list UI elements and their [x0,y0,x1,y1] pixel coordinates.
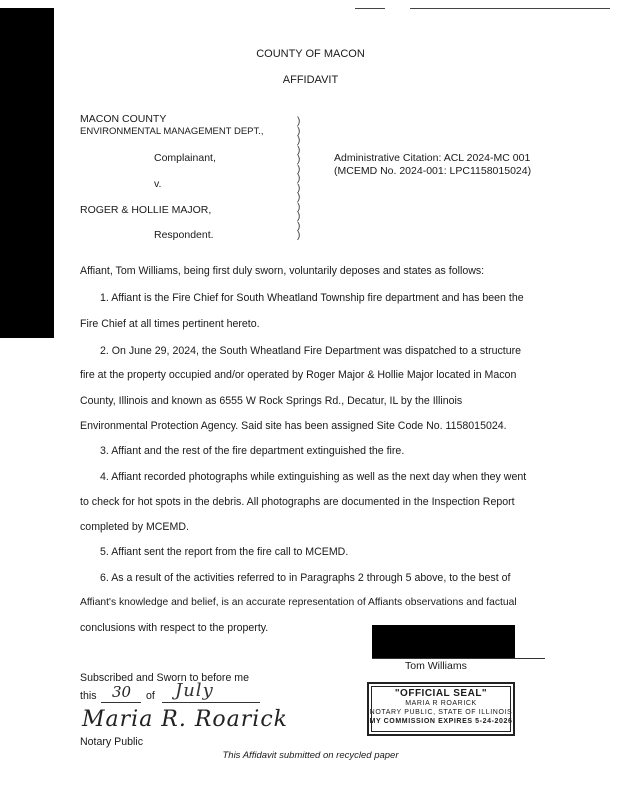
paragraph-2-line: 2. On June 29, 2024, the South Wheatland Fire Department was dispatched to a structure [100,345,522,357]
jurat-month: July [175,680,214,701]
defendant-name: ROGER & HOLLIE MAJOR, [80,204,212,216]
paragraph-4-line: to check for hot spots in the debris. All photographs are documented in the Inspection Report [80,496,515,508]
jurat-day: 30 [112,683,132,701]
citation-reference: (MCEMD No. 2024-001: LPC1158015024) [334,165,532,177]
paragraph-3-line: 3. Affiant and the rest of the fire department extinguished the fire. [100,445,405,457]
seal-expiration: MY COMMISSION EXPIRES 5-24-2026 [369,718,513,725]
paragraph-2-line: County, Illinois and known as 6555 W Rock Springs Rd., Decatur, IL by the Illinois [80,395,463,407]
plaintiff-department: ENVIRONMENTAL MANAGEMENT DEPT., [80,126,264,137]
notary-signature: Maria R. Roarick [82,707,288,732]
respondent-label: Respondent. [154,229,214,241]
document-title: AFFIDAVIT [282,74,339,86]
versus-label: v. [154,178,162,190]
notary-public-label: Notary Public [80,736,143,748]
affiant-name: Tom Williams [405,660,467,672]
recycled-paper-note: This Affidavit submitted on recycled paper [222,750,399,761]
paragraph-1-line: Fire Chief at all times pertinent hereto. [80,318,260,330]
complainant-label: Complainant, [154,152,216,164]
paragraph-6-line: 6. As a result of the activities referred to in Paragraphs 2 through 5 above, to the best of [100,572,511,584]
scan-mark [410,8,610,9]
seal-title: "OFFICIAL SEAL" [394,688,488,699]
paragraph-6-line: conclusions with respect to the property. [80,622,269,634]
jurat-day-line [101,702,141,703]
paragraph-2-line: Environmental Protection Agency. Said site has been assigned Site Code No. 1158015024. [80,420,507,432]
subscribed-sworn-text: Subscribed and Sworn to before me [80,672,250,684]
jurat-this-label: this [80,690,97,702]
citation-number: Administrative Citation: ACL 2024-MC 001 [334,152,531,164]
paragraph-4-line: completed by MCEMD. [80,521,189,533]
official-seal [367,682,515,736]
caption-bracket: ) ) ) ) ) ) ) ) ) ) ) ) ) [297,116,301,241]
seal-border [371,686,511,732]
scan-mark [355,8,385,9]
affiant-signature-line [372,658,545,659]
paragraph-2-line: fire at the property occupied and/or operated by Roger Major & Hollie Major located in Macon [80,369,517,381]
seal-notary-name: MARIA R ROARICK [405,700,477,707]
paragraph-5-line: 5. Affiant sent the report from the fire call to MCEMD. [100,546,349,558]
paragraph-4-line: 4. Affiant recorded photographs while extinguishing as well as the next day when they went [100,471,527,483]
intro-paragraph: Affiant, Tom Williams, being first duly sworn, voluntarily deposes and states as follows: [80,265,485,277]
jurat-of-label: of [146,690,155,702]
seal-state-line: NOTARY PUBLIC, STATE OF ILLINOIS [369,709,513,716]
plaintiff-name: MACON COUNTY [80,113,167,125]
paragraph-1-line: 1. Affiant is the Fire Chief for South Wheatland Township fire department and has been the [100,292,524,304]
paragraph-6-line: Affiant's knowledge and belief, is an accurate representation of Affiants observations and factual [80,597,517,608]
jurat-month-line [162,702,260,703]
redacted-affiant-signature [372,625,515,659]
county-heading: COUNTY OF MACON [256,48,365,60]
